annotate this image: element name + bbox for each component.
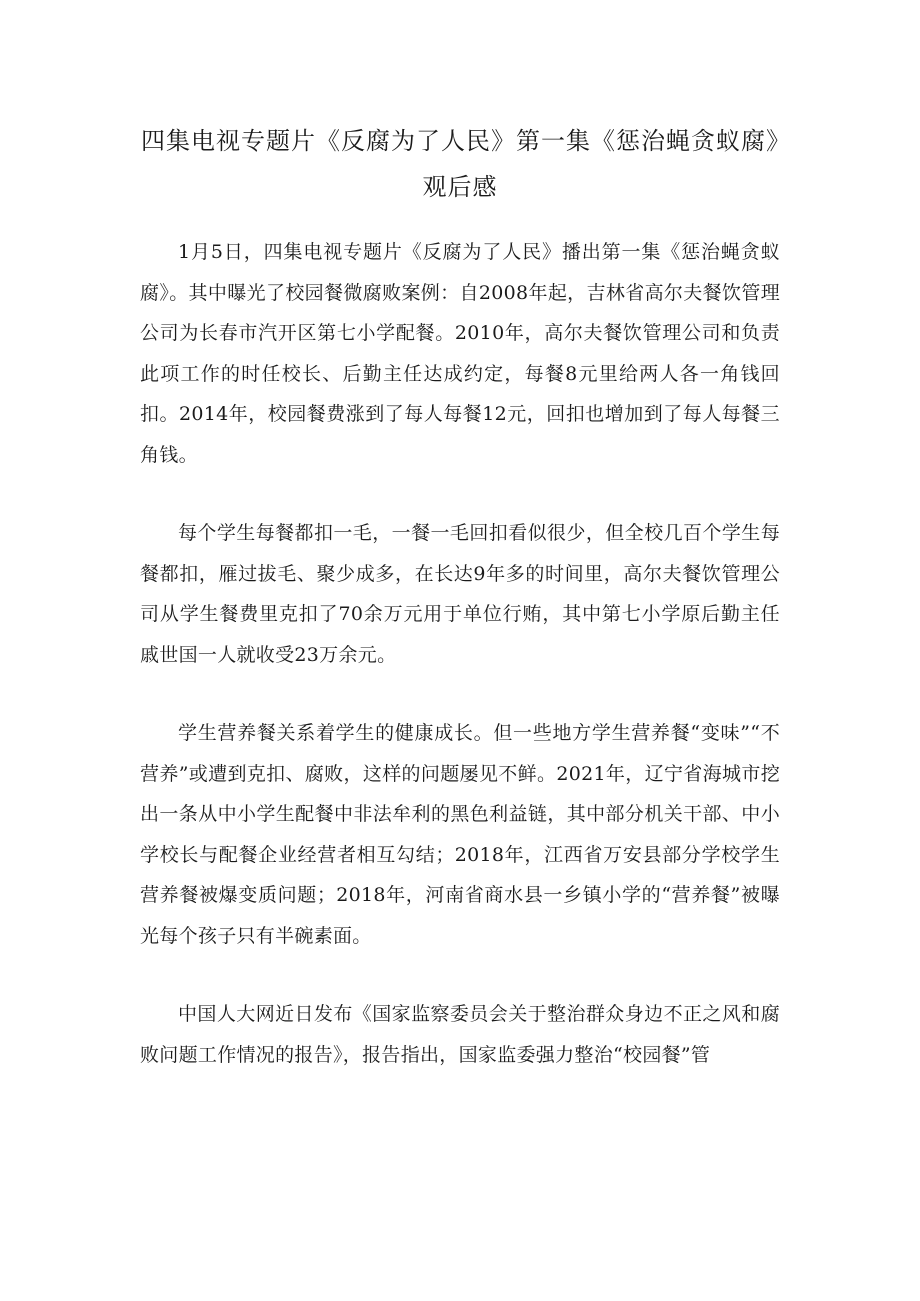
paragraph-2: 每个学生每餐都扣一毛，一餐一毛回扣看似很少，但全校几百个学生每餐都扣，雁过拔毛、聚少成多，在长达9年多的时间里，高尔夫餐饮管理公司从学生餐费里克扣了70余万元用于单位行贿，其中第七小学原后勤主任戚世国一人就收受23万余元。 bbox=[140, 522, 780, 666]
paragraph-4: 中国人大网近日发布《国家监察委员会关于整治群众身边不正之风和腐败问题工作情况的报告》，报告指出，国家监委强力整治“校园餐”管 bbox=[140, 1003, 780, 1066]
document-title: 四集电视专题片《反腐为了人民》第一集《惩治蝇贪蚁腐》观后感 bbox=[141, 127, 779, 201]
paragraph-1: 1月5日，四集电视专题片《反腐为了人民》播出第一集《惩治蝇贪蚁腐》。其中曝光了校园餐微腐败案例：自2008年起，吉林省高尔夫餐饮管理公司为长春市汽开区第七小学配餐。2010年，高尔夫餐饮管理公司和负责此项工作的时任校长、后勤主任达成约定，每餐8元里给两人各一角钱回扣。2014年，校园餐费涨到了每人每餐12元，回扣也增加到了每人每餐三角钱。 bbox=[140, 241, 780, 466]
document-body bbox=[140, 232, 780, 1113]
paragraph-3: 学生营养餐关系着学生的健康成长。但一些地方学生营养餐“变味”“不营养”或遭到克扣、腐败，这样的问题屡见不鲜。2021年，辽宁省海城市挖出一条从中小学生配餐中非法牟利的黑色利益链，其中部分机关干部、中小学校长与配餐企业经营者相互勾结；2018年，江西省万安县部分学校学生营养餐被爆变质问题；2018年，河南省商水县一乡镇小学的“营养餐”被曝光每个孩子只有半碗素面。 bbox=[140, 722, 780, 947]
